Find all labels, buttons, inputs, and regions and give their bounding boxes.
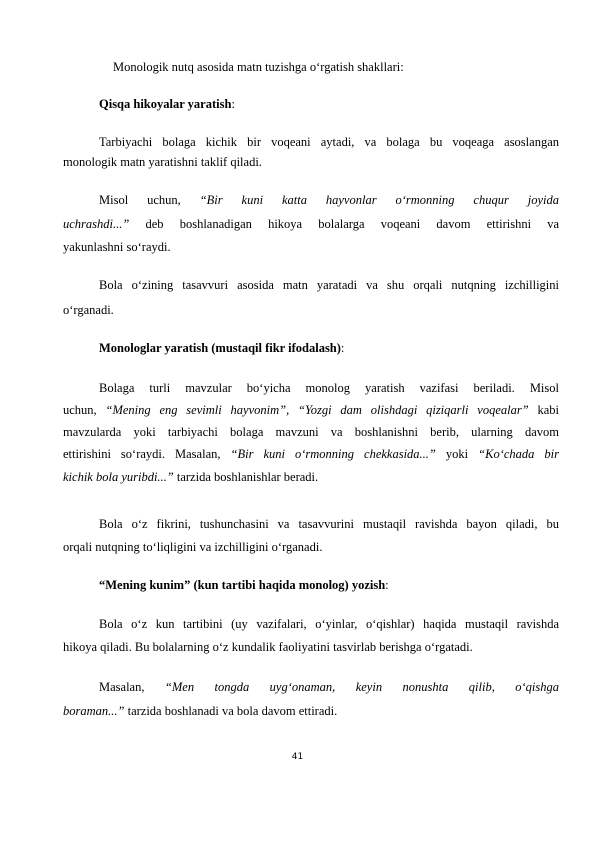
paragraph-line: hikoya qiladi. Bu bolalarning o‘z kundalik faoliyatini tasvirlab berishga o‘rgatadi. <box>63 640 473 654</box>
section-heading: Monologik nutq asosida matn tuzishga o‘rgatish shakllari: <box>113 60 404 74</box>
subheading-colon: : <box>385 578 389 592</box>
italic-quote: “Bir kuni katta hayvonlar o‘rmonning chuqur joyida <box>199 193 559 207</box>
subheading-text: Qisqa hikoyalar yaratish <box>99 97 232 111</box>
paragraph-line: mavzularda yoki tarbiyachi bolaga mavzuni va boshlanishni berib, ularning davom <box>63 425 559 439</box>
paragraph-line <box>63 403 559 418</box>
paragraph-line: monologik matn yaratishni taklif qiladi. <box>63 155 262 169</box>
italic-quote: uchrashdi...” <box>63 217 130 231</box>
italic-quote: “Men tongda uyg‘onaman, keyin nonushta qilib, o‘qishga <box>164 680 560 694</box>
text-run: kabi <box>537 403 560 417</box>
subheading-text: Monologlar yaratish (mustaqil fikr ifodalash) <box>99 341 341 355</box>
paragraph-line <box>63 470 559 485</box>
paragraph-line: Bolaga turli mavzular bo‘yicha monolog yaratish vazifasi beriladi. Misol <box>99 381 559 395</box>
paragraph-line: Tarbiyachi bolaga kichik bir voqeani aytadi, va bolaga bu voqeaga asoslangan <box>99 135 559 149</box>
text-run: ettirishini so‘raydi. Masalan, <box>63 447 221 461</box>
paragraph-line <box>99 193 559 208</box>
italic-quote: “Mening eng sevimli hayvonim” <box>105 403 287 417</box>
text-run: deb boshlanadigan hikoya bolalarga voqeani davom ettirishni va <box>145 217 559 231</box>
subheading-colon: : <box>340 341 345 355</box>
italic-quote: “Bir kuni o‘rmonning chekkasida...” <box>230 447 436 461</box>
paragraph-line <box>99 680 559 695</box>
italic-quote: boraman...” <box>63 704 125 718</box>
italic-quote: kichik bola yuribdi...” <box>63 470 174 484</box>
subheading-monologues <box>99 341 559 356</box>
paragraph-line: o‘rganadi. <box>63 303 114 317</box>
text-run: , <box>286 403 290 417</box>
text-run: yoki <box>445 447 469 461</box>
paragraph-line: Bola o‘zining tasavvuri asosida matn yaratadi va shu orqali nutqning izchilligini <box>99 278 559 292</box>
paragraph-line <box>63 704 559 719</box>
text-run: tarzida boshlanishlar beradi. <box>176 470 319 484</box>
italic-quote: “Yozgi dam olishdagi qiziqarli voqealar” <box>298 403 529 417</box>
paragraph-line: Bola o‘z kun tartibini (uy vazifalari, o‘yinlar, o‘qishlar) haqida mustaqil ravishda <box>99 617 559 631</box>
subheading-text: “Mening kunim” (kun tartibi haqida monolog) yozish <box>99 578 386 592</box>
text-run: Masalan, <box>99 680 145 694</box>
subheading-colon: : <box>231 97 235 111</box>
text-run: Misol uchun, <box>99 193 181 207</box>
paragraph-line <box>63 447 559 462</box>
paragraph-line: Bola o‘z fikrini, tushunchasini va tasavvurini mustaqil ravishda bayon qiladi, bu <box>99 517 559 531</box>
subheading-short-stories <box>99 97 559 112</box>
paragraph-line <box>63 217 559 232</box>
paragraph-line: orqali nutqning to‘liqligini va izchilligini o‘rganadi. <box>63 540 323 554</box>
subheading-my-day <box>99 578 559 593</box>
paragraph-line: yakunlashni so‘raydi. <box>63 240 171 254</box>
italic-quote: “Ko‘chada bir <box>478 447 560 461</box>
text-run: tarzida boshlanadi va bola davom ettiradi. <box>127 704 338 718</box>
text-run: uchun, <box>63 403 97 417</box>
page-number: 41 <box>291 752 304 762</box>
